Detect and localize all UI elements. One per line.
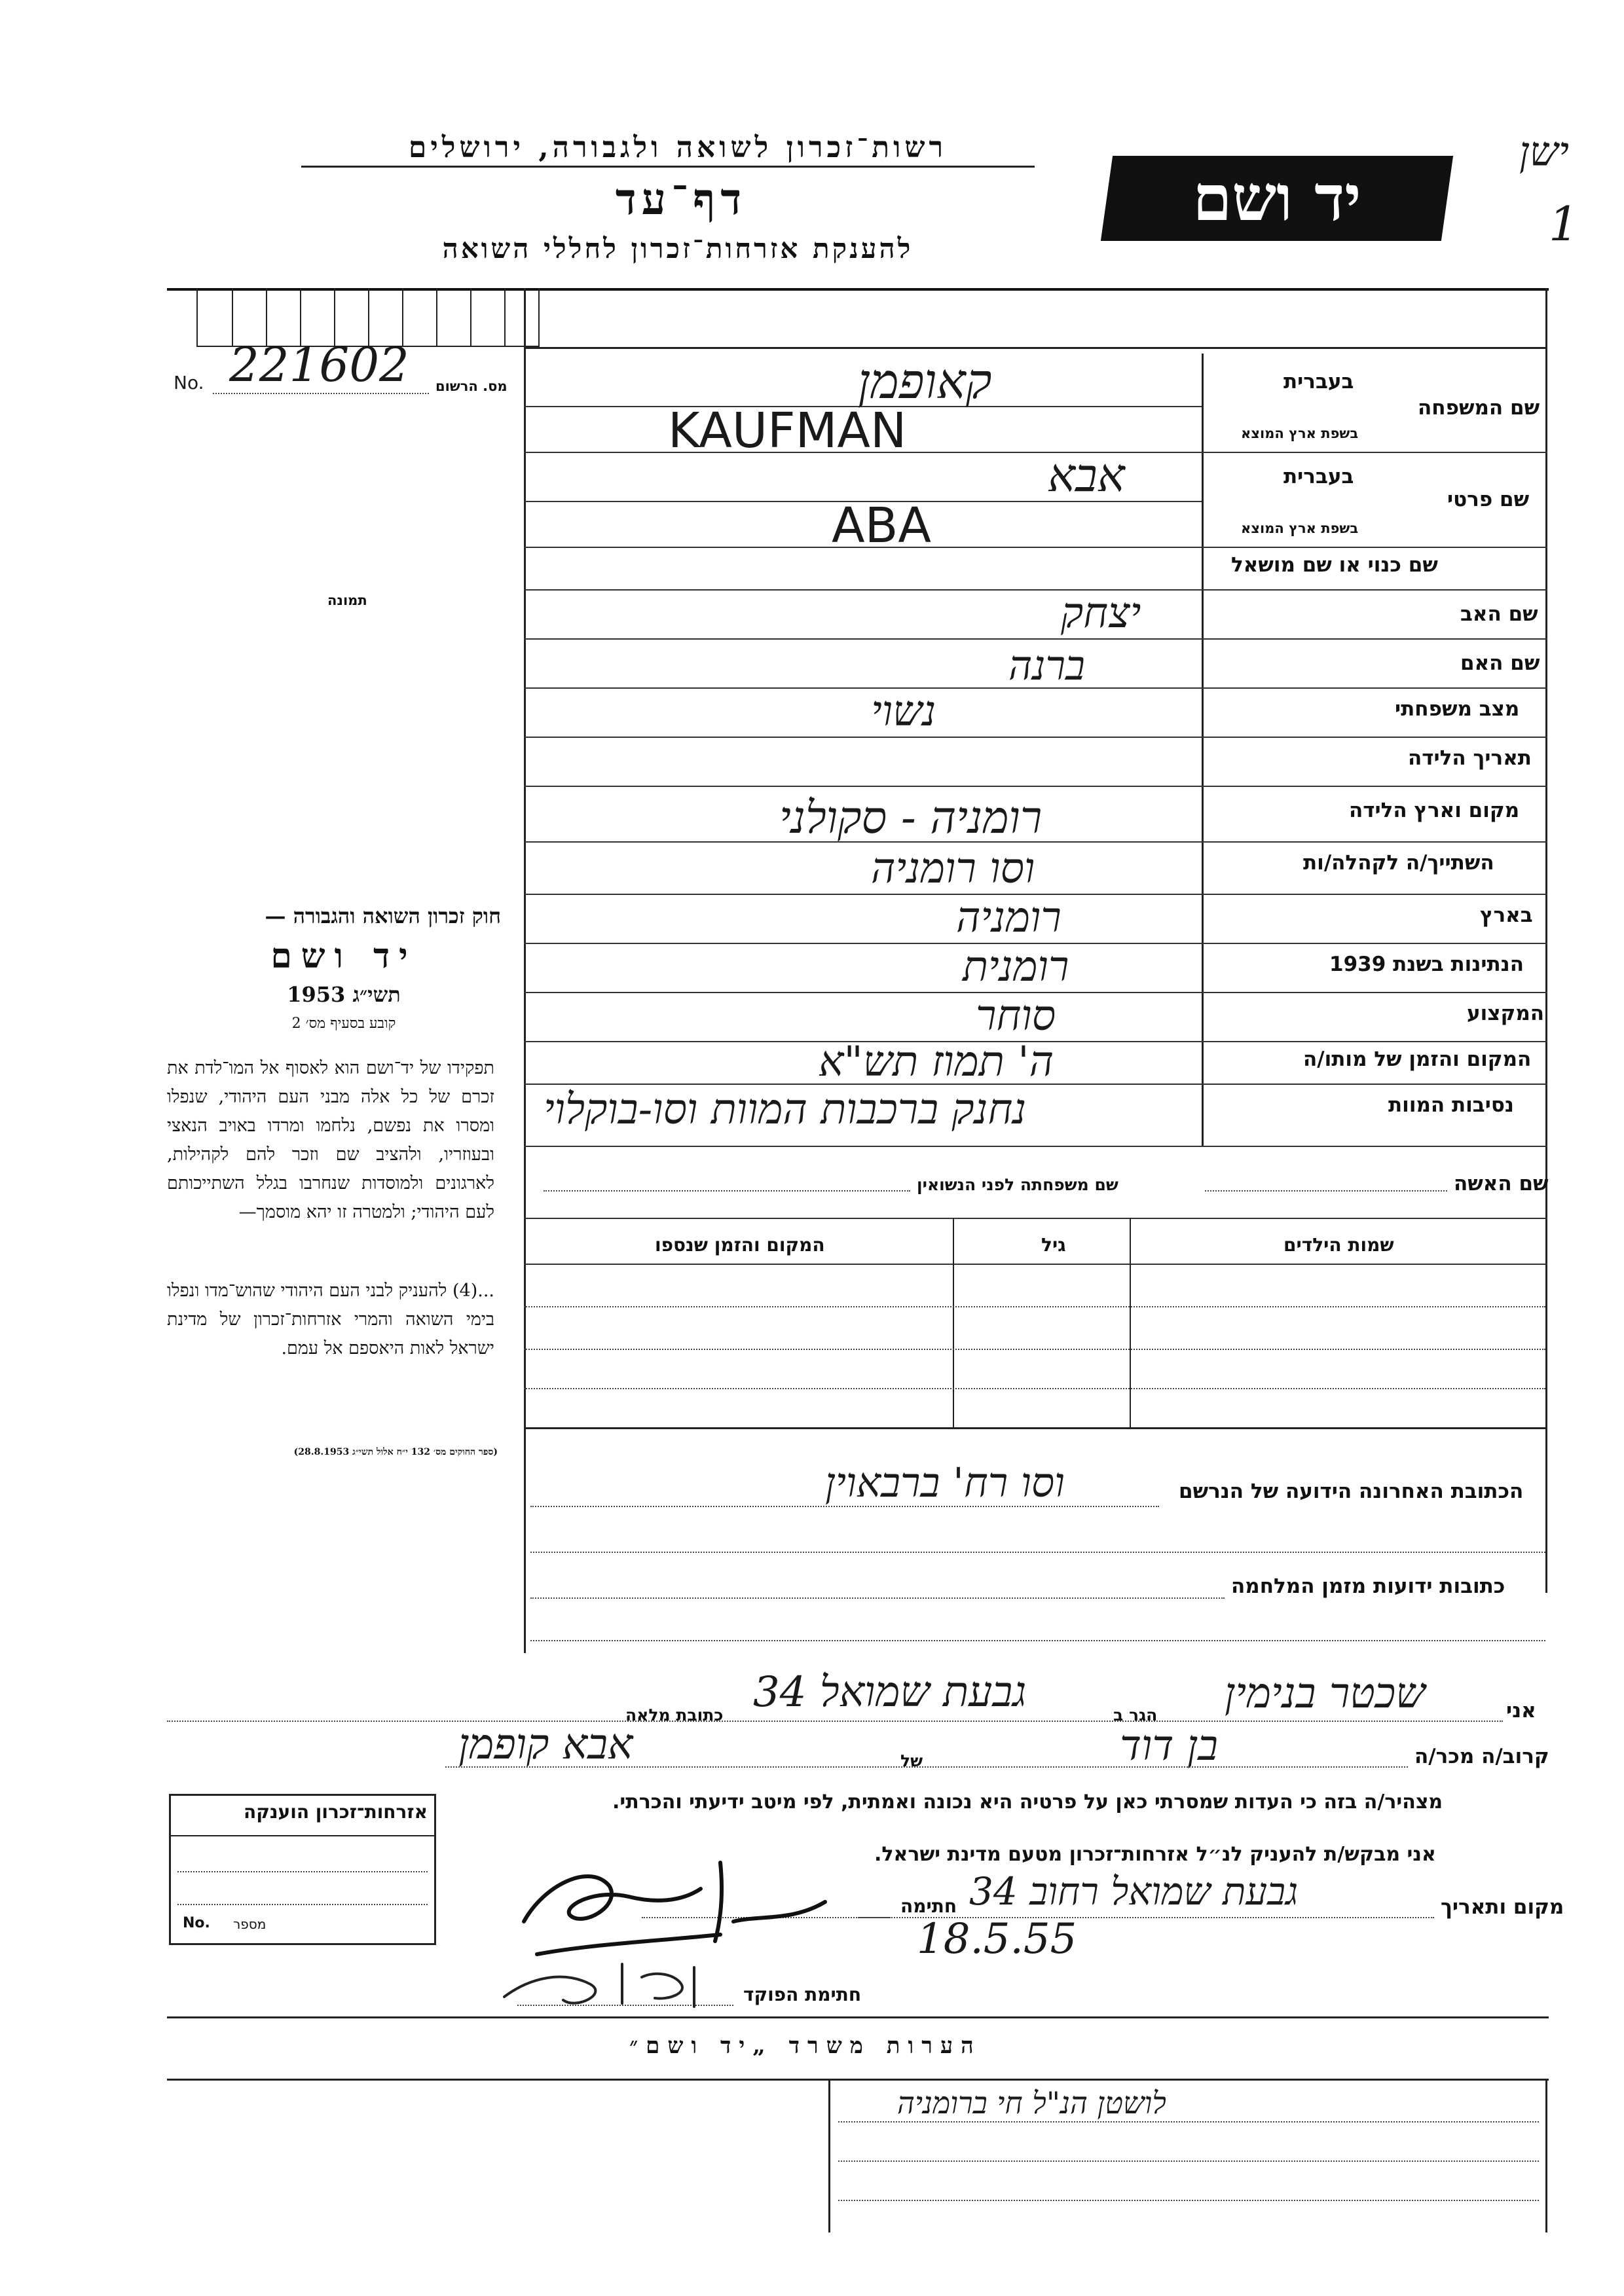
law-name: יד ושם [270, 936, 417, 976]
row-line-first-name [524, 547, 1547, 548]
children-row-2 [524, 1349, 1545, 1350]
circumstances-value: נחנק ברכבות המוות וסו-בוקלוי [544, 1085, 1027, 1134]
children-row-1 [524, 1306, 1545, 1307]
wife-name-line [1205, 1190, 1447, 1192]
community-label: השתייך/ה לקהלה/ות [1303, 851, 1494, 875]
profession-label: המקצוע [1467, 1002, 1545, 1025]
country-label: בארץ [1480, 903, 1533, 927]
office-note-line-2 [838, 2160, 1539, 2162]
last-address-value: וסו רח' ברבאוין [825, 1459, 1065, 1506]
marital-status-value: נשוי [871, 687, 936, 736]
declarant-line-2 [445, 1766, 1408, 1768]
death-label: המקום והזמן של מותו/ה [1303, 1048, 1532, 1071]
children-row-3 [524, 1388, 1545, 1389]
children-col-divider-2 [953, 1218, 954, 1427]
birthplace-value: רומניה - סקולני [779, 792, 1043, 844]
mother-label: שם האם [1460, 651, 1540, 675]
row-line-death [524, 1084, 1547, 1085]
birthplace-label: מקום וארץ הלידה [1349, 799, 1520, 822]
place-value: גבעת שמואל רחוב 34 [969, 1869, 1299, 1914]
first-name-hebrew-value: אבא [1048, 448, 1125, 502]
surname-label: שם המשפחה [1418, 396, 1540, 420]
office-notes-box-line [167, 2079, 1549, 2081]
deceased-name-value: אבא קופמן [458, 1721, 633, 1769]
nickname-label: שם כנוי או שם מושאל [1231, 553, 1438, 577]
office-notes-title: הערות משרד „יד ושם״ [629, 2033, 982, 2059]
law-clause-ref: קובע בסעיף מס׳ 2 [291, 1015, 396, 1032]
wartime-address-label: כתובות ידועות מזמן המלחמה [1231, 1575, 1505, 1598]
father-value: יצחק [1061, 589, 1141, 638]
row-line-nickname [524, 589, 1547, 591]
surname-origin-lang-label: בשפת ארץ המוצא [1241, 426, 1359, 441]
form-title: דף־עד [615, 173, 747, 225]
row-line-circumstances [524, 1146, 1547, 1147]
first-name-in-hebrew-label: בעברית [1283, 465, 1354, 488]
row-line-father [524, 638, 1547, 640]
wife-maiden-label: שם משפחתה לפני הנשואין [917, 1175, 1118, 1194]
margin-digit: 1 [1549, 196, 1579, 251]
logo-text: יד ושם [1192, 161, 1361, 235]
last-address-line [530, 1506, 1159, 1507]
law-paragraph-2: ...(4) להעניק לבני העם היהודי שהוש־מדו ונפלו בימי השואה והמרי אזרחות־זכרון של מדינת ישראל לאות היאספם אל עמם. [167, 1281, 494, 1358]
surname-latin-value: KAUFMAN [668, 403, 907, 459]
row-line-top [524, 347, 1547, 349]
declarant-address: גבעת שמואל 34 [753, 1668, 1027, 1717]
first-name-label: שם פרטי [1447, 488, 1530, 511]
row-line-mother [524, 687, 1547, 689]
yad-vashem-logo [1101, 156, 1453, 241]
wartime-address-line [530, 1597, 1225, 1599]
of-label: של [900, 1751, 923, 1770]
children-col-place: המקום והזמן שנספו [655, 1234, 825, 1256]
registration-no-line [213, 393, 429, 394]
relative-label: קרוב/ה מכר/ה [1414, 1745, 1549, 1768]
grant-box-number-label: מספר [233, 1916, 267, 1932]
surname-hebrew-value: קאופמן [858, 354, 992, 410]
registration-no-label: No. [174, 372, 204, 393]
children-header-line [524, 1264, 1547, 1265]
father-label: שם האב [1460, 602, 1538, 626]
profession-value: סוחר [976, 992, 1056, 1040]
office-notes-right-line [1545, 2079, 1547, 2232]
office-notes-left-divider [828, 2079, 830, 2232]
wife-maiden-line [544, 1190, 910, 1192]
declarant-full-address-label: כתובת מלאה [625, 1705, 724, 1724]
office-note-line-1 [838, 2121, 1539, 2123]
children-col-age: גיל [1041, 1234, 1066, 1256]
place-date-label: מקום ותאריך [1441, 1895, 1564, 1919]
first-name-latin-value: ABA [832, 498, 932, 554]
grant-box [169, 1794, 436, 1945]
mother-value: ברנה [1008, 642, 1085, 689]
office-note-value: לושטן הנ"ל חי ברומניה [897, 2085, 1166, 2121]
grant-box-no-label: No. [183, 1915, 210, 1931]
authority-underline [301, 166, 1035, 168]
law-paragraph-1: תפקידו של יד־ושם הוא לאסוף אל המו־לדת את זכרם של כל אלה מבני העם היהודי, שנפלו ומסרו את נפשם, נלחמו ומרדו באויב הנאצי ובעוזריו, ולהציב שם וזכר להם לקהילות, לארגונים ולמוסדות שנחרבו בגלל השתייכותם לעם היהודי; ולמטרה זו יהא מוסמך— [167, 1058, 494, 1222]
declarant-line-1 [167, 1721, 1503, 1722]
row-line-birthplace [524, 841, 1547, 843]
citizenship-label: הנתינות בשנת 1939 [1329, 953, 1524, 976]
children-bottom-line [524, 1427, 1547, 1429]
community-value: וסו רומניה [871, 845, 1035, 893]
row-line-marital [524, 737, 1547, 738]
label-column-line [1202, 354, 1204, 1146]
declarant-resides-label: הגר ב [1113, 1705, 1158, 1724]
wife-label: שם האשה [1454, 1172, 1549, 1195]
birth-date-label: תאריך הלידה [1408, 746, 1532, 770]
registration-number: 221602 [229, 337, 409, 392]
registration-label: מס. הרשום [435, 378, 507, 394]
frame-right-line [1545, 288, 1547, 1593]
children-col-names: שמות הילדים [1283, 1234, 1394, 1256]
last-address-label: הכתובת האחרונה הידועה של הנרשם [1179, 1480, 1524, 1503]
signature-label: חתימה [900, 1895, 957, 1917]
declaration-statement-1: מצהיר/ה בזה כי העדות שמסרתי כאן על פרטיה היא נכונה ואמתית, לפי מיטב ידיעתי והכרתי. [612, 1791, 1443, 1813]
grant-box-title: אזרחות־זכרון הוענקה [244, 1801, 428, 1823]
law-year: תשי״ג 1953 [287, 982, 401, 1007]
address-extra-line [530, 1552, 1545, 1553]
row-line-birthdate [524, 786, 1547, 787]
margin-mark: ישן [1519, 128, 1569, 175]
citizenship-value: רומנית [963, 943, 1069, 991]
relation-value: בן דוד [1120, 1722, 1218, 1770]
law-citation: (ספר החוקים מס׳ 132 י״ח אלול תשי״ג 28.8.1953) [293, 1447, 498, 1457]
place-date-line [858, 1917, 1434, 1918]
form-subtitle: להענקת אזרחות־זכרון לחללי השואה [442, 232, 913, 264]
wartime-address-line-2 [530, 1640, 1545, 1641]
clerk-signature [485, 1938, 733, 2023]
surname-in-hebrew-label: בעברית [1283, 370, 1354, 393]
declaration-statement-2: אני מבקש/ת להעניק לנ״ל אזרחות־זכרון מטעם מדינת ישראל. [874, 1843, 1436, 1866]
office-note-line-3 [838, 2200, 1539, 2201]
authority-title: רשות־זכרון לשואה ולגבורה, ירושלים [408, 131, 948, 164]
frame-left-line [524, 288, 526, 1653]
row-line-wife [524, 1218, 1547, 1219]
office-notes-top-line [167, 2016, 1549, 2018]
death-value: ה' תמוז תש"א [819, 1038, 1054, 1086]
children-col-divider-1 [1130, 1218, 1131, 1427]
declarant-i-label: אני [1506, 1699, 1536, 1722]
law-title: חוק זכרון השואה והגבורה — [265, 903, 501, 928]
declarant-name: שכטר בנימין [1225, 1669, 1426, 1718]
date-value: 18.5.55 [917, 1915, 1077, 1963]
clerk-signature-label: חתימת הפוקד [743, 1984, 862, 2005]
country-value: רומניה [956, 894, 1061, 942]
first-name-origin-lang-label: בשפת ארץ המוצא [1241, 520, 1359, 536]
circumstances-label: נסיבות המוות [1388, 1093, 1514, 1117]
marital-status-label: מצב משפחתי [1395, 697, 1520, 721]
photo-label: תמונה [327, 592, 367, 608]
